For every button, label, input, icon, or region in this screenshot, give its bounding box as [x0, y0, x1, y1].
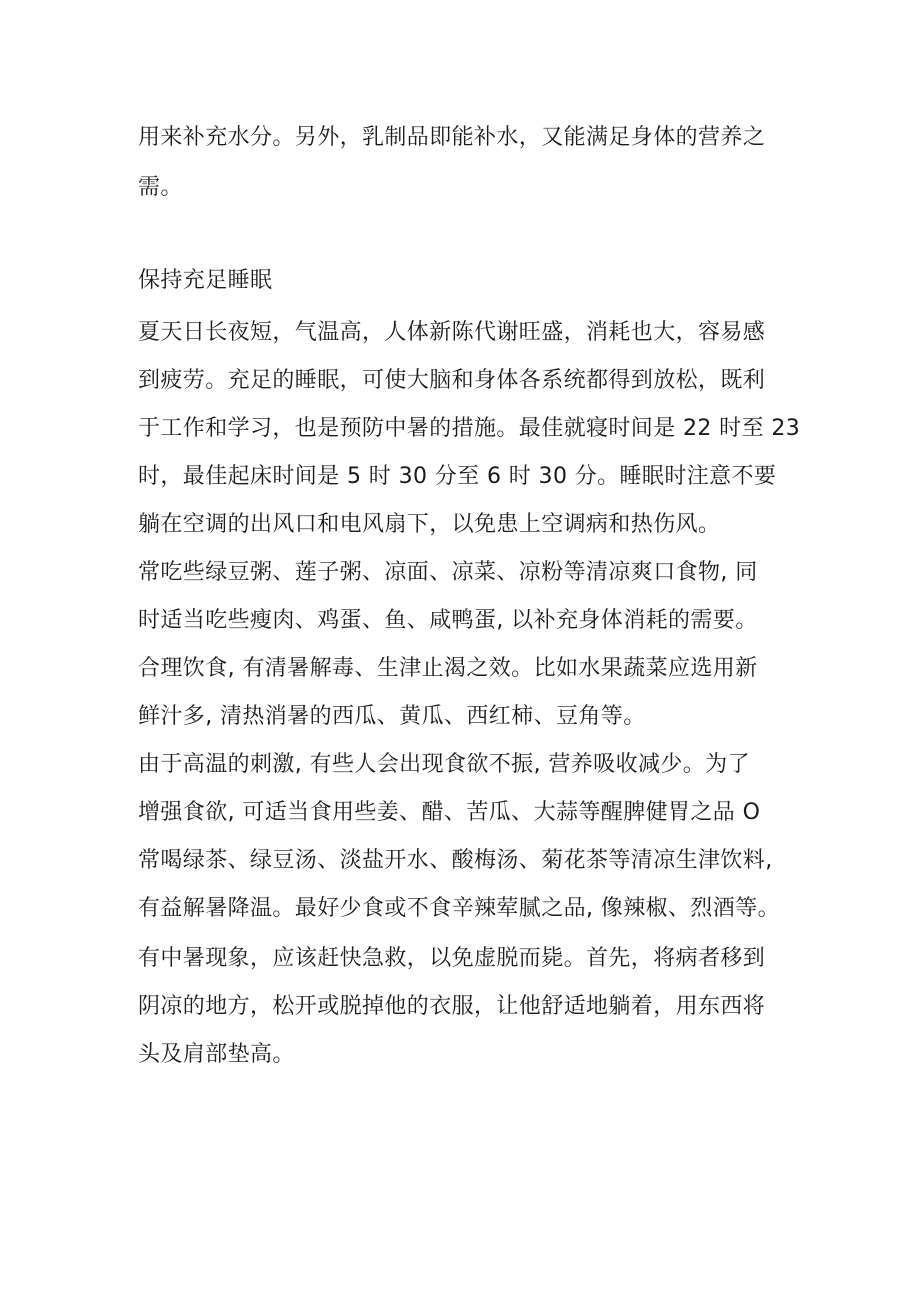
diet2-line-2: 鲜汁多, 清热消暑的西瓜、黄瓜、西红柿、豆角等。	[138, 704, 646, 729]
sleep-line-2: 到疲劳。充足的睡眠，可使大脑和身体各系统都得到放松，既利	[138, 368, 766, 393]
firstaid-line-1: 有中暑现象，应该赶快急救，以免虚脱而毙。首先，将病者移到	[138, 946, 766, 971]
diet1-line-2: 时适当吃些瘦肉、鸡蛋、鱼、咸鸭蛋, 以补充身体消耗的需要。	[138, 608, 758, 633]
section-title: 保持充足睡眠	[138, 268, 273, 293]
diet3-line-1: 由于高温的刺激, 有些人会出现食欲不振, 营养吸收减少。为了	[138, 752, 750, 777]
intro-line-2: 需。	[138, 175, 183, 200]
diet1-line-1: 常吃些绿豆粥、莲子粥、凉面、凉菜、凉粉等清凉爽口食物, 同	[138, 560, 758, 585]
sleep-line-5: 躺在空调的出风口和电风扇下，以免患上空调病和热伤风。	[138, 512, 721, 537]
intro-line-1: 用来补充水分。另外，乳制品即能补水，又能满足身体的营养之	[138, 125, 766, 150]
diet2-line-1: 合理饮食, 有清暑解毒、生津止渴之效。比如水果蔬菜应选用新	[138, 656, 758, 681]
diet3-line-2: 增强食欲, 可适当食用些姜、醋、苦瓜、大蒜等醒脾健胃之品 O	[138, 800, 761, 825]
sleep-line-4: 时，最佳起床时间是 5 时 30 分至 6 时 30 分。睡眠时注意不要	[138, 464, 777, 489]
firstaid-line-3: 头及肩部垫高。	[138, 1042, 295, 1067]
sleep-line-3: 于工作和学习，也是预防中暑的措施。最佳就寝时间是 22 时至 23	[138, 416, 801, 441]
diet3-line-3: 常喝绿茶、绿豆汤、淡盐开水、酸梅汤、菊花茶等清凉生津饮料,	[138, 848, 773, 873]
firstaid-line-2: 阴凉的地方，松开或脱掉他的衣服，让他舒适地躺着，用东西将	[138, 994, 766, 1019]
diet3-line-4: 有益解暑降温。最好少食或不食辛辣荤腻之品, 像辣椒、烈酒等。	[138, 896, 780, 921]
sleep-line-1: 夏天日长夜短，气温高，人体新陈代谢旺盛，消耗也大，容易感	[138, 320, 766, 345]
